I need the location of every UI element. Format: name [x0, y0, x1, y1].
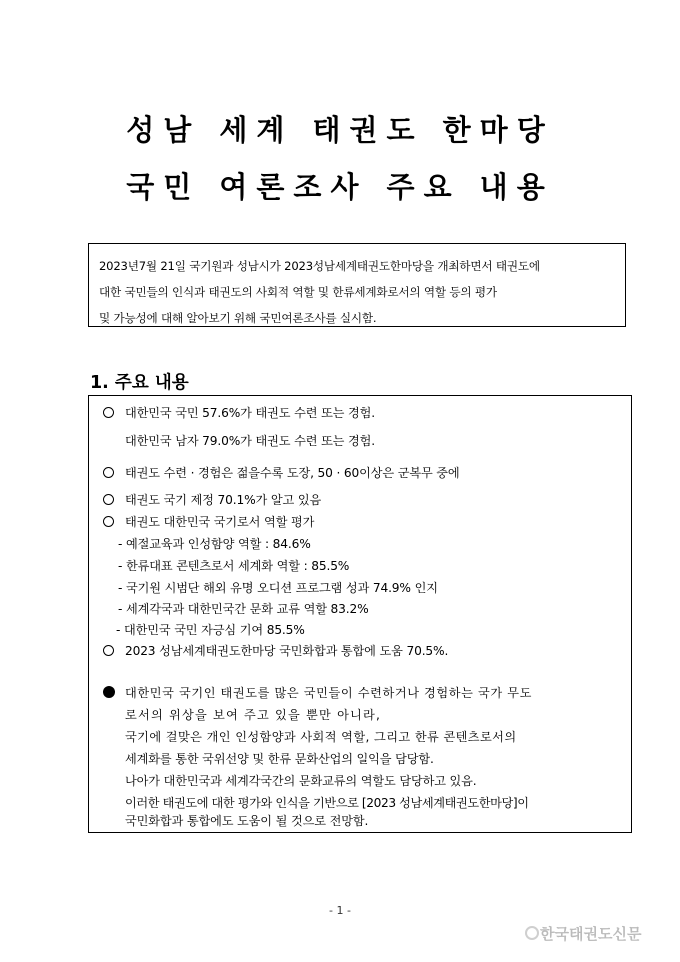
section-heading: 1. 주요 내용 — [90, 373, 189, 393]
circle-bullet-icon — [103, 494, 114, 505]
conclusion-line: 로서의 위상을 보여 주고 있을 뿐만 아니라, — [125, 708, 382, 722]
circle-bullet-icon — [103, 645, 114, 656]
circle-bullet-icon — [103, 516, 114, 527]
list-item: 대한민국 국민 57.6%가 태권도 수련 또는 경험. — [103, 404, 375, 421]
list-item: 태권도 국기 제정 70.1%가 알고 있음 — [103, 491, 321, 508]
sub-list-item: - 예절교육과 인성함양 역할 : 84.6% — [118, 537, 311, 551]
watermark-logo-icon — [525, 926, 539, 940]
intro-line: 2023년7월 21일 국기원과 성남시가 2023성남세계태권도한마당을 개최하면서 태권도에 — [99, 259, 540, 273]
filled-bullet-icon — [103, 686, 115, 698]
sub-list-item: - 한류대표 콘텐츠로서 세계화 역할 : 85.5% — [118, 559, 350, 573]
conclusion-line: 세계화를 통한 국위선양 및 한류 문화산업의 일익을 담당함. — [125, 752, 434, 766]
list-item: 태권도 대한민국 국기로서 역할 평가 — [103, 513, 314, 530]
circle-bullet-icon — [103, 467, 114, 478]
conclusion-line: 국민화합과 통합에도 도움이 될 것으로 전망함. — [125, 814, 369, 828]
circle-bullet-icon — [103, 407, 114, 418]
intro-box — [88, 243, 626, 327]
conclusion-line: 나아가 대한민국과 세계각국간의 문화교류의 역할도 담당하고 있음. — [125, 774, 477, 788]
list-item: 태권도 수련 · 경험은 젊을수록 도장, 50 · 60이상은 군복무 중에 — [103, 464, 460, 481]
sub-list-item: - 대한민국 국민 자긍심 기여 85.5% — [116, 623, 305, 637]
sub-list-item: - 국기원 시범단 해외 유명 오디션 프로그램 성과 74.9% 인지 — [118, 581, 438, 595]
document-title-line-1: 성남 세계 태권도 한마당 — [126, 113, 554, 147]
intro-line: 대한 국민들의 인식과 태권도의 사회적 역할 및 한류세계화로서의 역할 등의 평가 — [99, 285, 497, 299]
page-number: - 1 - — [329, 904, 351, 917]
list-item: 2023 성남세계태권도한마당 국민화합과 통합에 도움 70.5%. — [103, 642, 448, 659]
watermark: 한국태권도신문 — [540, 925, 642, 943]
summary-box — [88, 395, 632, 833]
sub-list-item: - 세계각국과 대한민국간 문화 교류 역할 83.2% — [118, 602, 369, 616]
conclusion-line: 국기에 걸맞은 개인 인성함양과 사회적 역할, 그리고 한류 콘텐츠로서의 — [125, 730, 517, 744]
conclusion-line: 대한민국 국기인 태권도를 많은 국민들이 수련하거나 경험하는 국가 무도 — [103, 684, 532, 701]
intro-line: 및 가능성에 대해 알아보기 위해 국민여론조사를 실시함. — [99, 311, 377, 325]
document-title-line-2: 국민 여론조사 주요 내용 — [126, 170, 554, 204]
list-item: 대한민국 남자 79.0%가 태권도 수련 또는 경험. — [125, 434, 376, 448]
conclusion-line: 이러한 태권도에 대한 평가와 인식을 기반으로 [2023 성남세계태권도한마당]이 — [125, 796, 529, 810]
